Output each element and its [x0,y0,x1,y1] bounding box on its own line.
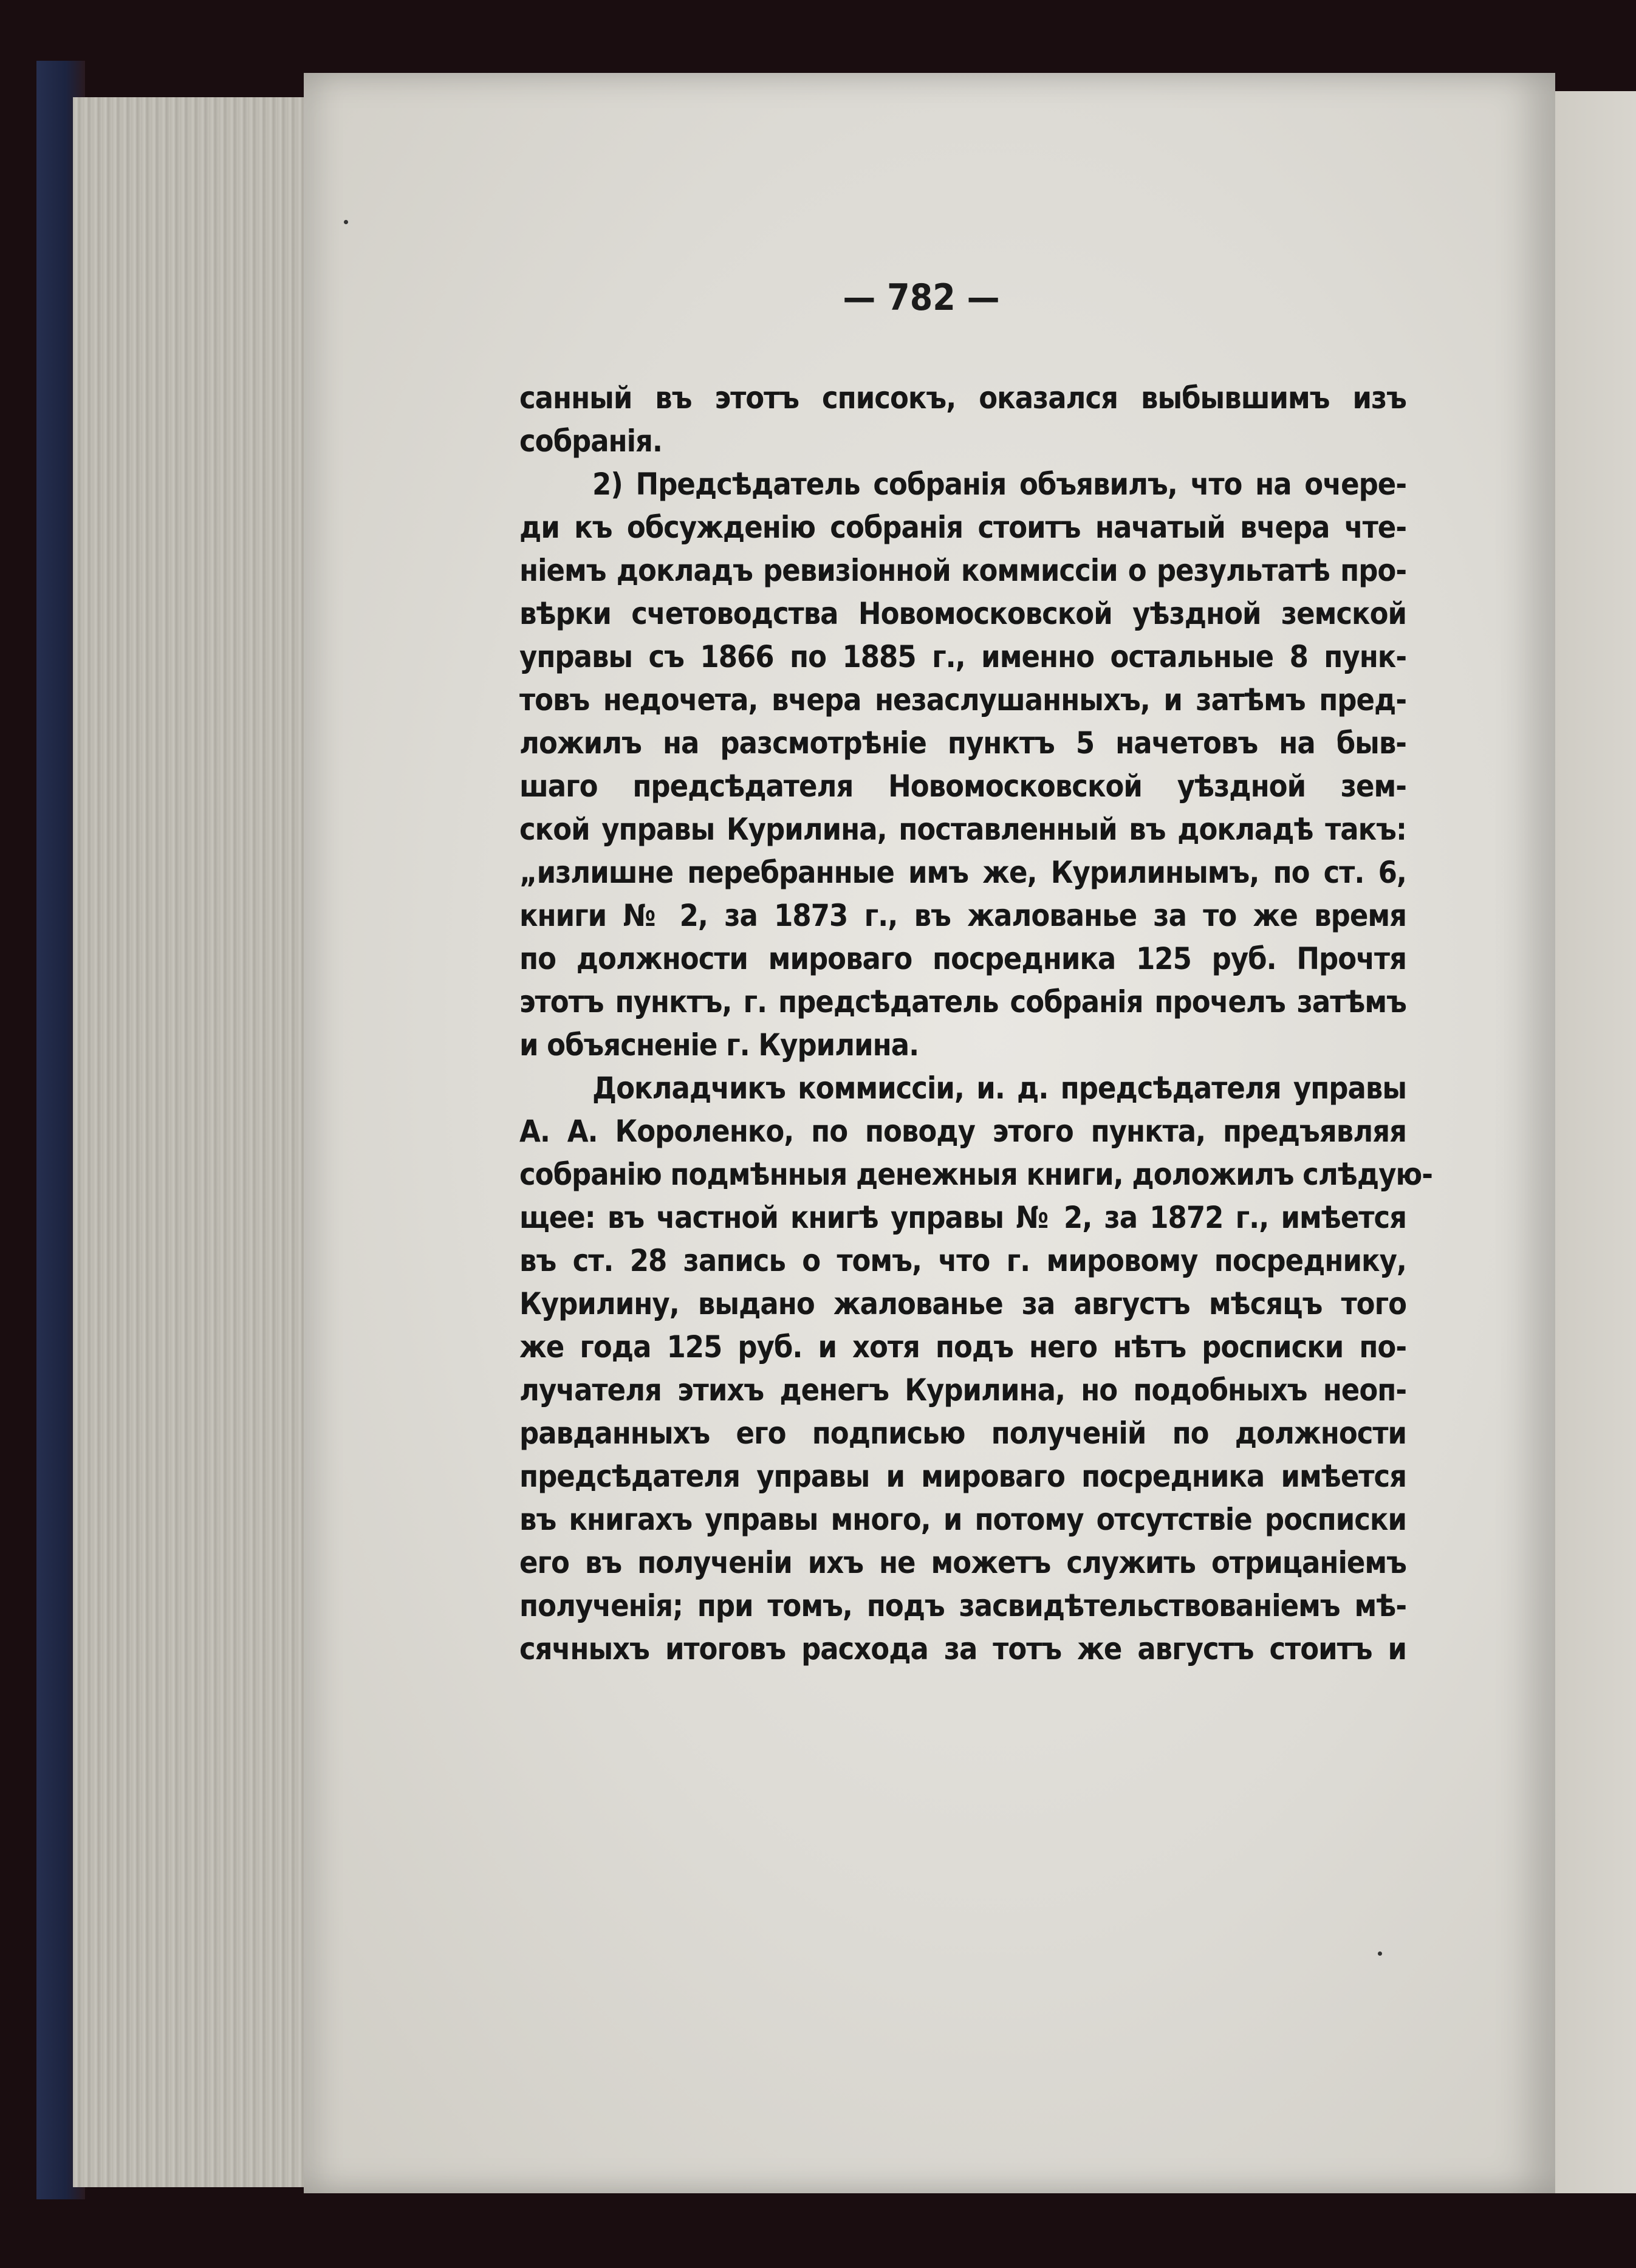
text-line: ской управы Курилина, поставленный въ докладѣ такъ: [519,812,1406,847]
text-line: предсѣдателя управы и мироваго посредника имѣется [519,1459,1406,1494]
page-stack-edge [73,97,310,2187]
text-line: Докладчикъ коммиссіи, и. д. предсѣдателя управы [592,1071,1406,1106]
page-number: — 782 — [843,276,1000,319]
text-line: щее: въ частной книгѣ управы № 2, за 1872 г., имѣется [519,1200,1406,1235]
text-line: лучателя этихъ денегъ Курилина, но подобныхъ неоп- [519,1372,1406,1408]
text-line: собранія. [519,423,662,459]
text-line: ложилъ на разсмотрѣніе пунктъ 5 начетовъ на быв- [519,725,1406,761]
text-line: сячныхъ итоговъ расхода за тотъ же августъ стоитъ и [519,1631,1406,1667]
text-line: книги № 2, за 1873 г., въ жалованье за то же время [519,898,1406,933]
text-line: же года 125 руб. и хотя подъ него нѣтъ росписки по- [519,1329,1406,1365]
text-line: въ книгахъ управы много, и потому отсутствіе росписки [519,1502,1406,1537]
text-line: въ ст. 28 запись о томъ, что г. мировому посреднику, [519,1243,1406,1278]
text-line: А. А. Короленко, по поводу этого пункта, предъявляя [519,1114,1406,1149]
text-line: этотъ пунктъ, г. предсѣдатель собранія прочелъ затѣмъ [519,984,1406,1019]
text-line: собранію подмѣнныя денежныя книги, доложилъ слѣдую- [519,1157,1432,1192]
text-line: вѣрки счетоводства Новомосковской уѣздной земской [519,596,1406,631]
text-line: и объясненіе г. Курилина. [519,1027,919,1063]
text-line: ніемъ докладъ ревизіонной коммиссіи о результатѣ про- [519,553,1406,588]
paper-speck [1378,1951,1382,1956]
text-line: товъ недочета, вчера незаслушанныхъ, и затѣмъ пред- [519,682,1406,718]
text-line: по должности мироваго посредника 125 руб. Прочтя [519,941,1406,976]
text-line: „излишне перебранные имъ же, Курилинымъ, по ст. 6, [519,855,1406,890]
text-line: 2) Предсѣдатель собранія объявилъ, что на очере- [592,467,1406,502]
paper-speck [344,220,348,224]
text-line: полученія; при томъ, подъ засвидѣтельствованіемъ мѣ- [519,1588,1406,1623]
text-line: управы съ 1866 по 1885 г., именно остальные 8 пунк- [519,639,1406,674]
text-line: санный въ этотъ списокъ, оказался выбывшимъ изъ [519,380,1406,416]
text-line: его въ полученіи ихъ не можетъ служить отрицаніемъ [519,1545,1406,1580]
text-line: Курилину, выдано жалованье за августъ мѣсяцъ того [519,1286,1406,1321]
body-text [519,377,1432,1671]
text-line: равданныхъ его подписью полученій по должности [519,1416,1406,1451]
text-line: шаго предсѣдателя Новомосковской уѣздной зем- [519,769,1406,804]
text-line: ди къ обсужденію собранія стоитъ начатый вчера чте- [519,510,1406,545]
